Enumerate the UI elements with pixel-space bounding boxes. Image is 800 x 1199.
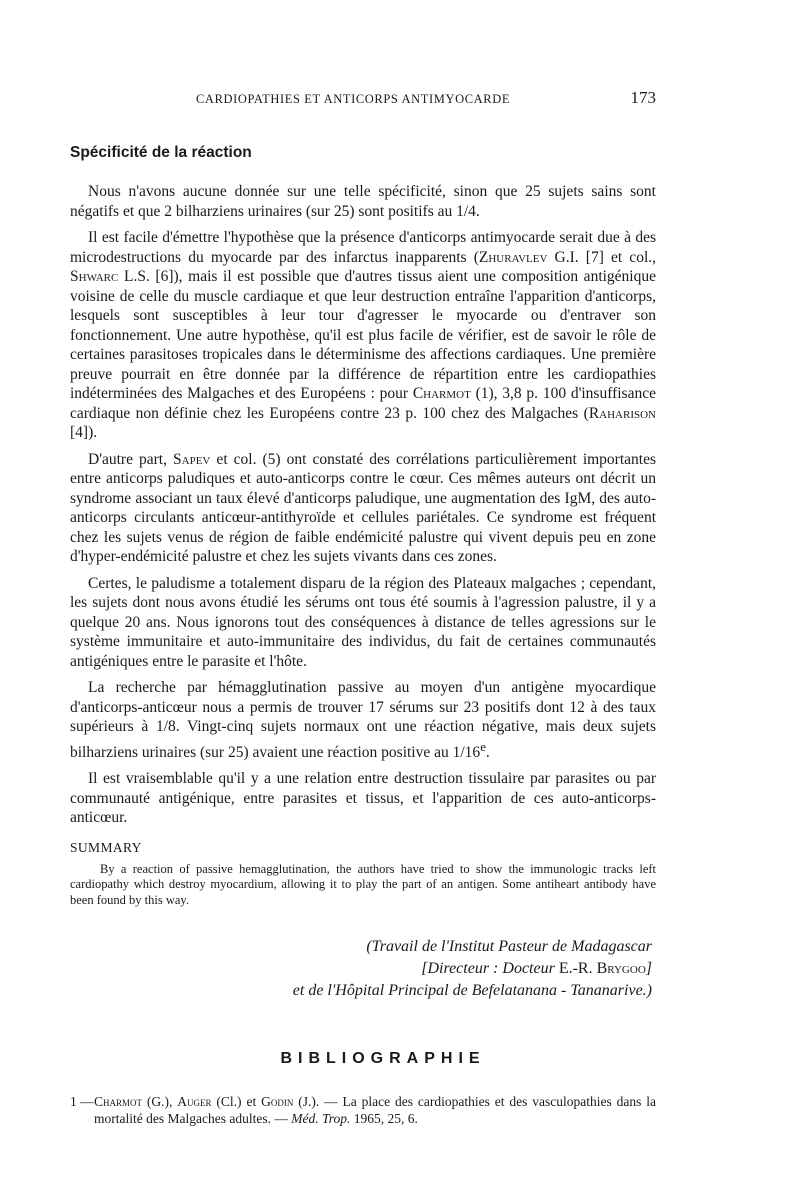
reference-text xyxy=(94,1094,656,1127)
text-run: [Directeur : Docteur xyxy=(421,960,559,978)
paragraph-2 xyxy=(70,228,656,443)
author-name: Zhuravlev xyxy=(478,248,548,266)
author-name: Sapev xyxy=(173,450,211,468)
text-run: G.I. [7] et col., xyxy=(547,248,656,266)
paragraph-6: Il est vraisemblable qu'il y a une relation entre destruction tissulaire par parasites ou par communauté antigénique, entre parasites et tissus, et l'apparition de ces auto-anticorps-anticœur. xyxy=(70,770,656,827)
text-run: (G.), xyxy=(142,1094,178,1110)
summary-text: By a reaction of passive hemagglutination, the authors have tried to show the immunologic tracks left cardiopathy which destroy myocardium, allowing it to play the part of an antigen. Some antiheart antibody have been found by this way. xyxy=(70,861,656,907)
author-name: Auger xyxy=(177,1094,212,1110)
credit-line-2 xyxy=(70,958,652,980)
superscript: e xyxy=(480,738,486,754)
text-run: (Cl.) et xyxy=(211,1094,262,1110)
institution-credit xyxy=(70,936,656,1002)
text-run: ] xyxy=(645,960,652,978)
author-name: Godin xyxy=(261,1094,294,1110)
credit-line-1: (Travail de l'Institut Pasteur de Madagascar xyxy=(366,938,652,956)
summary-title: SUMMARY xyxy=(70,839,142,855)
director-name: E.-R. Brygoo xyxy=(558,960,646,978)
text-run: (J.). — La place des cardiopathies et des vasculopathies dans la mortalité des Malgaches adultes. — xyxy=(94,1094,656,1126)
author-name: Charmot xyxy=(94,1094,143,1110)
paragraph-4: Certes, le paludisme a totalement disparu de la région des Plateaux malgaches ; cependant, les sujets dont nous avons étudié les sérums ont tous été soumis à l'agression palustre, il y a quelque 20 ans. Nous ignorons tout des conséquences à distance de telles agressions sur le système immunitaire et auto-immunitaire des individus, du fait de certaines communautés antigéniques entre le parasite et l'hôte. xyxy=(70,574,656,670)
paragraph-1: Nous n'avons aucune donnée sur une telle spécificité, sinon que 25 sujets sains sont négatifs et que 2 bilharziens urinaires (sur 25) sont positifs au 1/4. xyxy=(70,183,656,220)
author-name: Charmot xyxy=(412,385,471,402)
text-run: [4]). xyxy=(70,424,98,441)
reference-number: 1 — xyxy=(70,1094,94,1110)
text-run: (1), 3,8 p. 100 d'insuffisance cardiaque non définie chez les Européens contre 23 p. 100 chez des Malgaches ( xyxy=(70,385,656,422)
text-run: Il est facile d'émettre l'hypothèse que la présence d'anticorps antimyocarde serait due à des microdestructions du myocarde par des infarctus inapparents ( xyxy=(70,229,656,266)
text-run: 1965, 25, 6. xyxy=(350,1110,418,1126)
journal-name: Méd. Trop. xyxy=(291,1110,351,1126)
paragraph-3 xyxy=(70,450,656,567)
author-name: Raharison xyxy=(588,404,656,422)
running-header xyxy=(196,88,656,108)
page xyxy=(70,88,656,1127)
text-run: La recherche par hémagglutination passive au moyen d'un antigène myocardique d'anticorps-anticœur nous a permis de trouver 17 sérums sur 23 positifs dont 12 à des taux supérieurs à 1/8. Vingt-cinq sujets normaux ont une réaction négative, mais deux sujets bilharziens urinaires (sur 25) avaient une réaction positive au 1/16 xyxy=(70,679,656,761)
running-title: CARDIOPATHIES ET ANTICORPS ANTIMYOCARDE xyxy=(196,92,511,106)
text-run: L.S. [6]), mais il est possible que d'autres tissus aient une composition antigénique voisine de celle du muscle cardiaque et que leur destruction entraîne l'apparition d'anticorps, lesquels sont susceptibles à leur tour d'agresser le myocarde ou d'entraver son fonctionnement. Une autre hypothèse, qu'il est plus facile de vérifier, est de savoir le rôle de certaines parasitoses tropicales dans le déterminisme des affections cardiaques. Une première preuve pourrait en être donnée par la différence de répartition entre les cardiopathies indéterminées des Malgaches et des Européens : pour xyxy=(70,268,656,402)
paragraph-5 xyxy=(70,678,656,762)
text-run: D'autre part, xyxy=(88,450,174,468)
reference-item xyxy=(70,1094,656,1127)
page-number: 173 xyxy=(630,88,656,107)
bibliography-title: BIBLIOGRAPHIE xyxy=(280,1050,486,1068)
text-run: et col. (5) ont constaté des corrélations particulièrement importantes entre anticorps paludiques et auto-anticorps contre le cœur. Ces mêmes auteurs ont décrit un syndrome associant un taux élevé d'anticorps paludique, une augmentation des IgM, des auto-anticorps circulants anticœur-antithyroïde et cellules pariétales. Ce syndrome est fréquent chez les sujets venus de région de faible endémicité palustre qui vivent depuis peu en zone d'hyper-endémicité palustre et chez les sujets vivants dans ces zones. xyxy=(70,450,656,565)
section-title: Spécificité de la réaction xyxy=(70,144,252,161)
text-run: . xyxy=(485,743,490,761)
author-name: Shwarc xyxy=(70,268,119,285)
credit-line-3: et de l'Hôpital Principal de Befelatanana - Tananarive.) xyxy=(292,982,652,1000)
